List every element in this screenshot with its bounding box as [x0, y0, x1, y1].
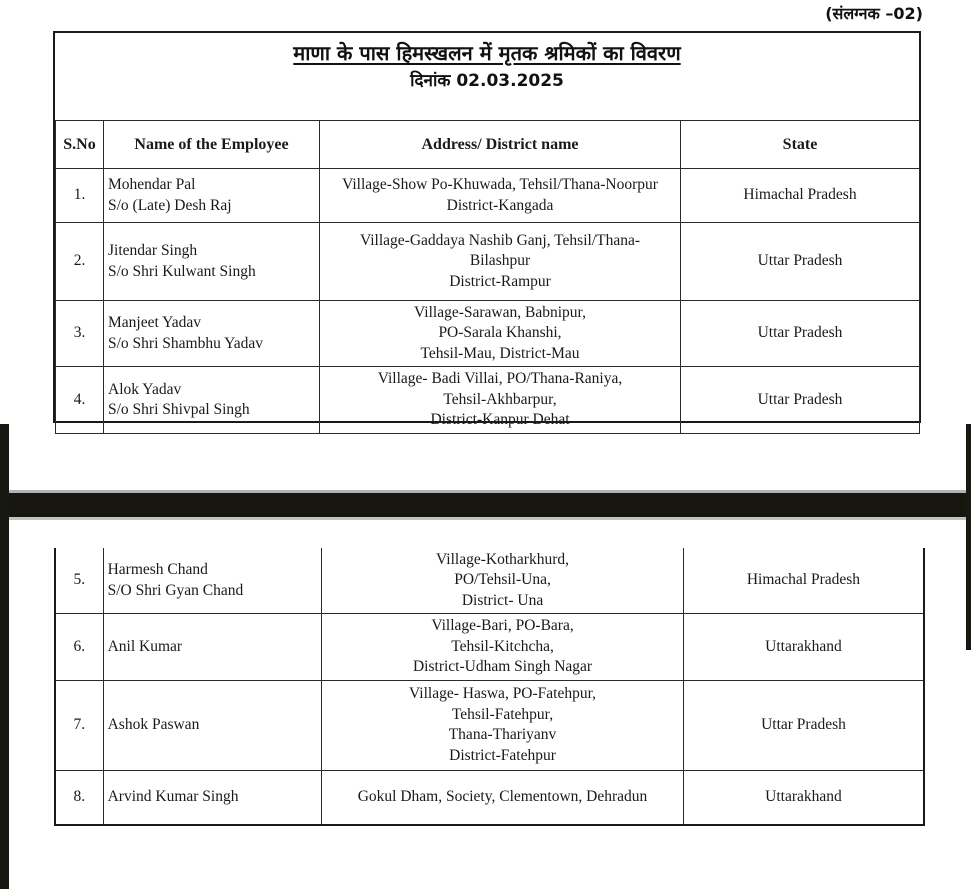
address-cell [322, 680, 684, 770]
address-line: District- Una [461, 591, 544, 609]
address-line: Village- Badi Villai, PO/Thana-Raniya, [377, 370, 623, 388]
table-row [56, 223, 920, 301]
name-line: Arvind Kumar Singh [107, 788, 239, 806]
serial-cell: 1. [56, 169, 104, 223]
name-line: Manjeet Yadav [108, 314, 201, 332]
address-line: Village-Kotharkhurd, [436, 551, 569, 568]
name-cell [104, 223, 320, 301]
workers-table-lower [54, 548, 925, 826]
serial-cell: 6. [55, 614, 103, 680]
name-line: Anil Kumar [107, 637, 183, 655]
address-cell [320, 301, 681, 367]
table-row [55, 548, 924, 614]
address-line: Gokul Dham, Society, Clementown, Dehradun [357, 788, 648, 806]
state-cell: Uttar Pradesh [681, 301, 920, 367]
upper-table-box [53, 31, 921, 429]
address-line: District-Rampur [449, 272, 551, 290]
address-line: District-Fatehpur [449, 746, 556, 764]
address-cell [320, 367, 681, 433]
state-cell: Uttar Pradesh [683, 680, 924, 770]
state-cell: Uttar Pradesh [681, 367, 920, 433]
screenshot-seam-band [0, 490, 971, 520]
name-cell [104, 301, 320, 367]
header-address: Address/ District name [320, 121, 681, 169]
address-line: Bilashpur [469, 252, 531, 270]
header-state: State [681, 121, 920, 169]
address-line: Village-Sarawan, Babnipur, [414, 304, 586, 321]
state-cell: Uttarakhand [683, 770, 924, 825]
address-line: Tehsil-Fatehpur, [451, 705, 554, 723]
name-line: S/o (Late) Desh Raj [108, 196, 232, 214]
address-cell [322, 548, 684, 614]
name-cell [103, 548, 322, 614]
address-cell [322, 770, 684, 825]
table-row [55, 770, 924, 825]
name-line: Alok Yadav [108, 380, 182, 398]
name-line: Jitendar Singh [108, 242, 198, 260]
address-line: Tehsil-Akhbarpur, [443, 390, 557, 408]
address-line: Village-Bari, PO-Bara, [431, 617, 574, 635]
table-row [55, 614, 924, 680]
address-line: Thana-Thariyanv [448, 726, 557, 744]
address-line: District-Kangada [446, 196, 554, 214]
name-cell [104, 169, 320, 223]
name-line: S/o Shri Shambhu Yadav [108, 334, 264, 352]
name-line: Ashok Paswan [107, 715, 200, 733]
address-cell [320, 223, 681, 301]
serial-cell: 8. [55, 770, 103, 825]
address-cell [320, 169, 681, 223]
address-line: District-Kanpur Dehat [430, 411, 570, 429]
state-cell: Uttar Pradesh [681, 223, 920, 301]
address-line: Tehsil-Mau, District-Mau [420, 344, 580, 362]
table-row [55, 680, 924, 770]
state-cell: Himachal Pradesh [681, 169, 920, 223]
document-title: माणा के पास हिमस्खलन में मृतक श्रमिकों का विवरण [293, 41, 681, 65]
state-cell: Uttarakhand [683, 614, 924, 680]
name-line: Harmesh Chand [107, 561, 208, 579]
address-line: Village-Show Po-Khuwada, Tehsil/Thana-Noorpur [342, 176, 658, 194]
table-row [56, 367, 920, 433]
name-cell [103, 770, 322, 825]
header-row [56, 121, 920, 169]
name-cell [104, 367, 320, 433]
name-line: S/o Shri Shivpal Singh [108, 401, 250, 419]
screenshot-right-edge [966, 424, 971, 650]
serial-cell: 5. [55, 548, 103, 614]
serial-cell: 4. [56, 367, 104, 433]
state-cell: Himachal Pradesh [683, 548, 924, 614]
address-line: Village- Haswa, PO-Fatehpur, [409, 685, 597, 703]
name-cell [103, 680, 322, 770]
document-date: दिनांक 02.03.2025 [410, 71, 564, 91]
address-line: PO/Tehsil-Una, [454, 571, 551, 589]
address-line: Tehsil-Kitchcha, [451, 637, 554, 655]
table-row [56, 301, 920, 367]
address-line: PO-Sarala Khanshi, [438, 324, 562, 342]
header-sno: S.No [56, 121, 104, 169]
table-row [56, 169, 920, 223]
title-area [55, 33, 919, 120]
screenshot-left-edge [0, 424, 9, 889]
serial-cell: 7. [55, 680, 103, 770]
name-line: Mohendar Pal [108, 176, 196, 194]
address-line: Village-Gaddaya Nashib Ganj, Tehsil/Thana- [359, 231, 641, 249]
attachment-annotation: (संलग्नक –02) [825, 4, 923, 23]
name-line: S/O Shri Gyan Chand [107, 581, 244, 599]
serial-cell: 2. [56, 223, 104, 301]
header-name: Name of the Employee [104, 121, 320, 169]
address-line: District-Udham Singh Nagar [412, 658, 593, 676]
name-line: S/o Shri Kulwant Singh [108, 262, 256, 280]
serial-cell: 3. [56, 301, 104, 367]
name-cell [103, 614, 322, 680]
workers-table-upper [55, 120, 920, 434]
address-cell [322, 614, 684, 680]
lower-table-box [54, 548, 925, 826]
